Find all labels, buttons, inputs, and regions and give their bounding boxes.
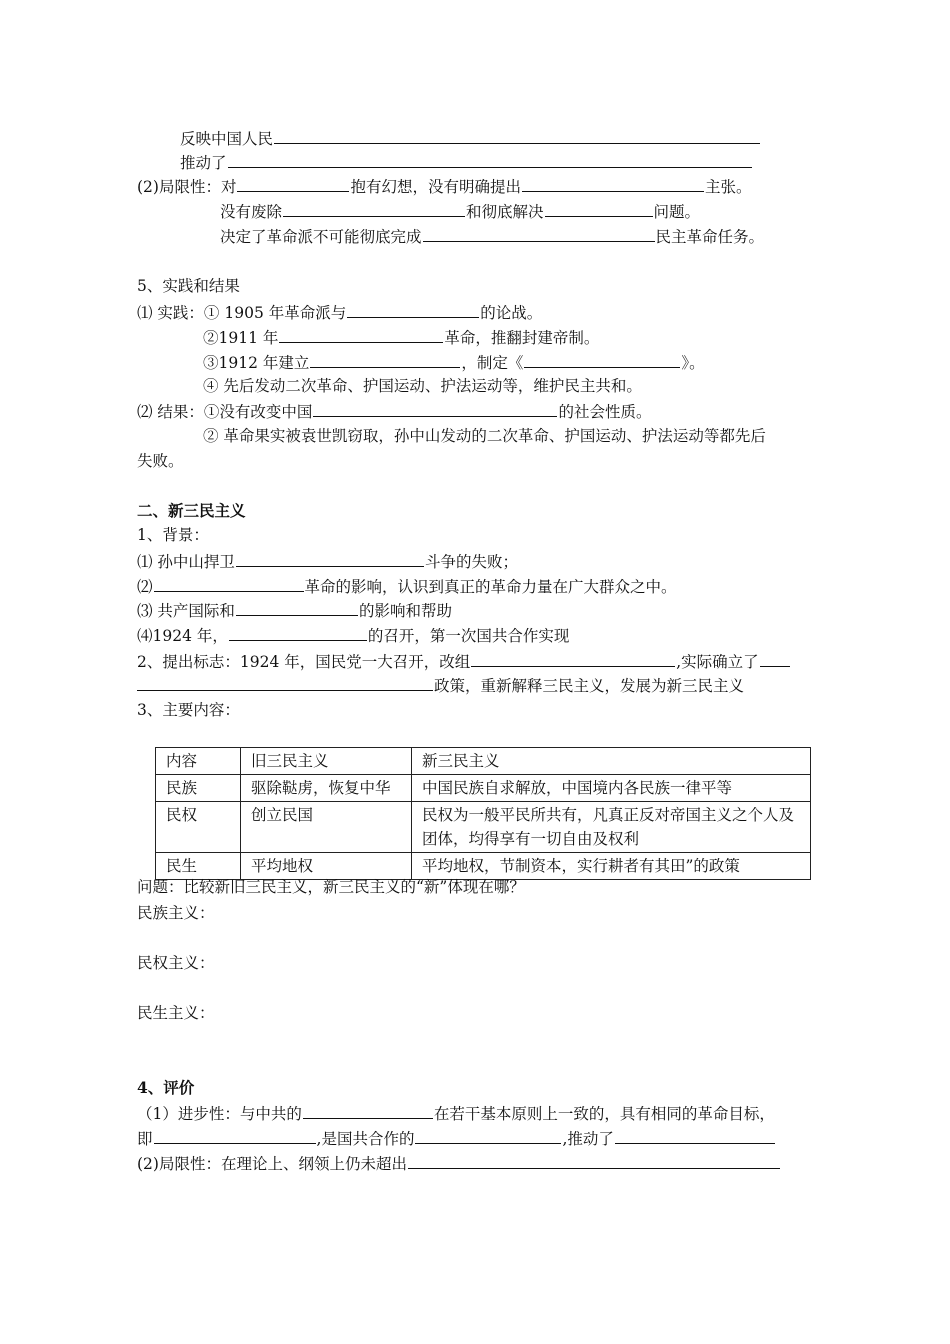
table-cell: 内容 xyxy=(156,748,241,775)
content-title: 3、主要内容： xyxy=(137,701,240,719)
s5-practice-4: ④ 先后发动二次革命、护国运动、护法运动等，维护民主共和。 xyxy=(203,377,642,395)
bg-item-4: ⑷1924 年， 的召开，第一次国共合作实现 xyxy=(137,623,569,647)
s5-practice-3: ③1912 年建立 ，制定《 》。 xyxy=(203,350,705,374)
table-cell: 平均地权 xyxy=(241,853,412,880)
bg-title: 1、背景： xyxy=(137,526,209,544)
table-cell: 新三民主义 xyxy=(412,748,811,775)
table-row xyxy=(156,748,811,775)
blank[interactable] xyxy=(229,623,367,641)
table-cell: 旧三民主义 xyxy=(241,748,412,775)
s1-line-3: (2)局限性：对 抱有幻想，没有明确提出 主张。 xyxy=(137,174,752,198)
blank[interactable] xyxy=(228,150,752,168)
blank[interactable] xyxy=(279,325,443,343)
s5-result-2: ② 革命果实被袁世凯窃取，孙中山发动的二次革命、护国运动、护法运动等都先后 xyxy=(203,427,766,445)
blank[interactable] xyxy=(274,126,760,144)
table-cell: 民权 xyxy=(156,802,241,853)
marker-line-2: 政策，重新解释三民主义，发展为新三民主义 xyxy=(137,673,744,697)
bg-item-1: ⑴ 孙中山捍卫 斗争的失败； xyxy=(137,549,518,573)
blank[interactable] xyxy=(760,649,790,667)
s1-line-5: 决定了革命派不可能彻底完成 民主革命任务。 xyxy=(220,224,764,248)
blank[interactable] xyxy=(347,300,479,318)
blank[interactable] xyxy=(615,1126,775,1144)
blank[interactable] xyxy=(408,1151,780,1169)
marker-line-1: 2、提出标志：1924 年，国民党一大召开，改组 ,实际确立了 xyxy=(137,649,791,673)
table-row xyxy=(156,775,811,802)
table-cell: 民族 xyxy=(156,775,241,802)
table-cell: 民权为一般平民所共有，凡真正反对帝国主义之个人及团体，均得享有一切自由及权利 xyxy=(412,802,811,853)
blank[interactable] xyxy=(283,199,465,217)
answer-minquan: 民权主义： xyxy=(137,954,215,972)
blank[interactable] xyxy=(236,598,358,616)
answer-minzu: 民族主义： xyxy=(137,904,215,922)
bg-item-2: ⑵ 革命的影响，认识到真正的革命力量在广大群众之中。 xyxy=(137,574,677,598)
table-cell: 创立民国 xyxy=(241,802,412,853)
blank[interactable] xyxy=(522,174,704,192)
blank[interactable] xyxy=(236,549,424,567)
question: 问题：比较新旧三民主义，新三民主义的“新”体现在哪？ xyxy=(137,878,525,896)
blank[interactable] xyxy=(154,574,304,592)
blank[interactable] xyxy=(310,350,460,368)
eval-line-1: （1）进步性：与中共的 在若干基本原则上一致的，具有相同的革命目标， xyxy=(137,1101,775,1125)
s1-line-4: 没有废除 和彻底解决 问题。 xyxy=(220,199,700,223)
table-cell: 平均地权，节制资本，实行耕者有其田”的政策 xyxy=(412,853,811,880)
bg-item-3: ⑶ 共产国际和 的影响和帮助 xyxy=(137,598,452,622)
blank[interactable] xyxy=(423,224,655,242)
blank[interactable] xyxy=(471,649,675,667)
blank[interactable] xyxy=(545,199,653,217)
blank[interactable] xyxy=(313,399,557,417)
s5-result-1: ⑵ 结果：①没有改变中国 的社会性质。 xyxy=(137,399,651,423)
s5-practice-2: ②1911 年 革命，推翻封建帝制。 xyxy=(203,325,599,349)
table-cell: 驱除鞑虏，恢复中华 xyxy=(241,775,412,802)
s1-line-2: 推动了 xyxy=(180,150,753,174)
comparison-table xyxy=(155,747,811,880)
section-heading-2: 二、新三民主义 xyxy=(137,501,246,520)
eval-line-2: 即 ,是国共合作的 ,推动了 xyxy=(137,1126,776,1150)
blank[interactable] xyxy=(154,1126,316,1144)
s5-practice-1: ⑴ 实践：① 1905 年革命派与 的论战。 xyxy=(137,300,542,324)
table-cell: 民生 xyxy=(156,853,241,880)
section-heading-4: 4、评价 xyxy=(137,1078,195,1097)
blank[interactable] xyxy=(524,350,680,368)
table-cell: 中国民族自求解放，中国境内各民族一律平等 xyxy=(412,775,811,802)
eval-line-3: (2)局限性：在理论上、纲领上仍未超出 xyxy=(137,1151,781,1175)
blank[interactable] xyxy=(237,174,349,192)
blank[interactable] xyxy=(137,673,433,691)
s1-line-1: 反映中国人民 xyxy=(180,126,761,150)
blank[interactable] xyxy=(303,1101,433,1119)
s5-result-3: 失败。 xyxy=(137,452,184,470)
blank[interactable] xyxy=(415,1126,561,1144)
table-row xyxy=(156,802,811,853)
answer-minsheng: 民生主义： xyxy=(137,1004,215,1022)
s5-title: 5、实践和结果 xyxy=(137,277,240,295)
